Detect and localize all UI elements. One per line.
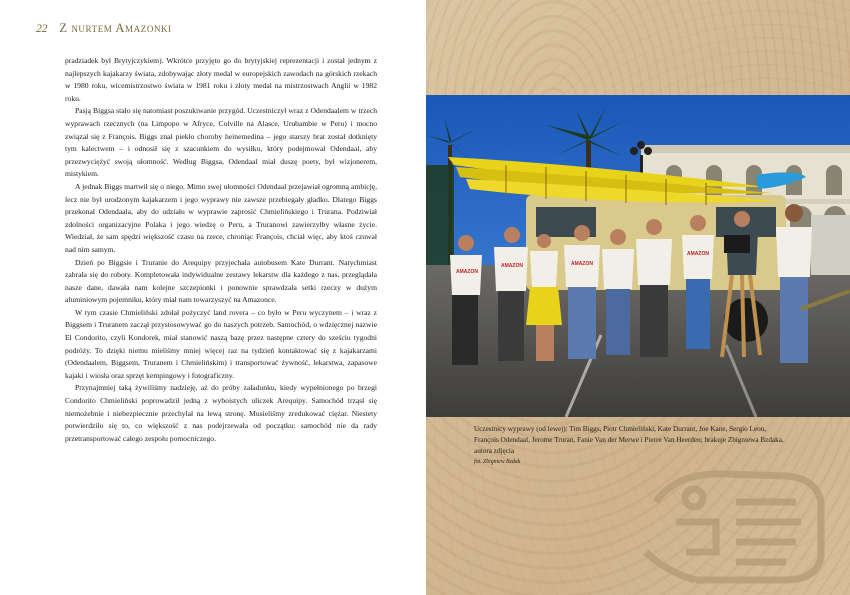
paragraph: Pasją Biggsa stało się natomiast poszukiwanie przygód. Uczestniczył wraz z Odendaalem w trzech wyprawach rzecznych (na Limpopo w Afryce, Colville na Alasce, Urubambie w Peru) i mocno związał się z François. Biggs znał piekło choroby heinemedina – jego starszy brat został dotknięty tym kalectwem – i odnosił się z szacunkiem do wysiłku, który podejmował Odendaal, aby przezwyciężyć swoją ułomność. Według Biggsa, Odendaal miał duszę poety, był wizjonerem, mistykiem. <box>65 106 377 179</box>
paragraph: Przynajmniej taką żywiliśmy nadzieję, aż do próby załadunku, kiedy wypełnionego po brzegi Condorito Chmieliński poprowadził jedną z wyboistych uliczek Arequipy. Samochód trząsł się niemożebnie i niebezpiecznie przechylał na lewą stronę. Musieliśmy zredukować ciężar. Niestety potwierdziło się to, co większość z nas podejrzewała od początku: samochód nie da rady przetransportować całego zespołu pomocniczego. <box>65 383 377 443</box>
caption-text: Uczestnicy wyprawy (od lewej): Tim Biggs, Piotr Chmieliński, Kate Durrant, Joe Kane, Sergio Leon, François Odendaal, Jerome Truran, Fanie Van der Merwe i Pierre Van Heerden; brakuje Zbigniewa Bzdaka, autora zdjęcia <box>474 425 784 455</box>
expedition-photo <box>426 95 850 417</box>
chapter-title: Z nurtem Amazonki <box>59 21 172 35</box>
person-6 <box>636 219 672 357</box>
pre-columbian-glyph-icon <box>636 462 846 592</box>
body-text <box>65 55 377 445</box>
right-page <box>426 0 850 595</box>
shirt-print: AMAZON <box>687 251 709 257</box>
shirt-print: AMAZON <box>501 263 523 269</box>
paragraph: Dzień po Biggsie i Truranie do Arequipy przyjechała autobusem Kate Durrant. Natychmiast zabrała się do roboty. Kompletowała indywidualne zestawy lekarstw dla każdego z nas, przeglądała nasze dane, dawała nam kolejne szczepionki i ponownie sprawdzała setki rzeczy w dużym aluminiowym pojemniku, który miał nam towarzyszyć na Amazonce. <box>65 257 377 305</box>
paragraph: pradziadek był Brytyjczykiem). Wkrótce przyjęto go do brytyjskiej reprezentacji i został jednym z najlepszych kajakarzy świata, zdobywając złoty medal w europejskich zawodach na górskich rzekach w 1980 roku, wicemistrzostwo świata w 1981 roku i złoty medal na mistrzostwach Anglii w 1982 roku. <box>65 56 377 103</box>
person-7 <box>682 215 714 349</box>
paragraph: W tym czasie Chmieliński zdołał pożyczyć land rovera – co było w Peru wyczynem – i wraz z Biggsem i Truranem zaczął przystosowywać go do naszych potrzeb. Samochód, o wdzięcznej nazwie El Condorito, czyli Kondorek, miał stanowić naszą bazę przez następne cztery do sześciu tygodni podróży. To dzięki niemu mieliśmy mniej więcej raz na tydzień kontaktować się z kajakarzami (Odendaalem, Biggsem, Truranem i Chmielińskim) i transportować żywność, lekarstwa, zapasowe kajaki i wiosła oraz sprzęt kempingowy i fotograficzny. <box>65 307 377 380</box>
expedition-members <box>450 204 850 365</box>
photo-illustration <box>426 95 850 417</box>
page-number: 22 <box>36 23 48 35</box>
person-4 <box>564 225 600 359</box>
photo-credit: fot. Zbigniew Bzdak <box>474 459 521 466</box>
shirt-print: AMAZON <box>571 261 593 267</box>
person-2 <box>494 227 528 361</box>
running-header <box>36 21 172 36</box>
shirt-print: AMAZON <box>456 269 478 275</box>
paragraph: A jednak Biggs martwił się o niego. Mimo swej ułomności Odendaal przejawiał ogromną ambicję, lecz nie był urodzonym kajakarzem i jego wyprawy nie zawsze przebiegały gładko. Dlatego Biggs przekonał Odendaala, aby do udziału w wyprawie zaprosić Chmielińskiego i Trurana. Podziwiał zdolności organizacyjne Polaka i jego wiedzę o Peru, a Truranowi zawierzyłby własne życie. Wiedział, że sam spędzi większość czasu na rzece, chroniąc François, chciał więc, aby ktoś czuwał nad nim samym. <box>65 181 377 254</box>
